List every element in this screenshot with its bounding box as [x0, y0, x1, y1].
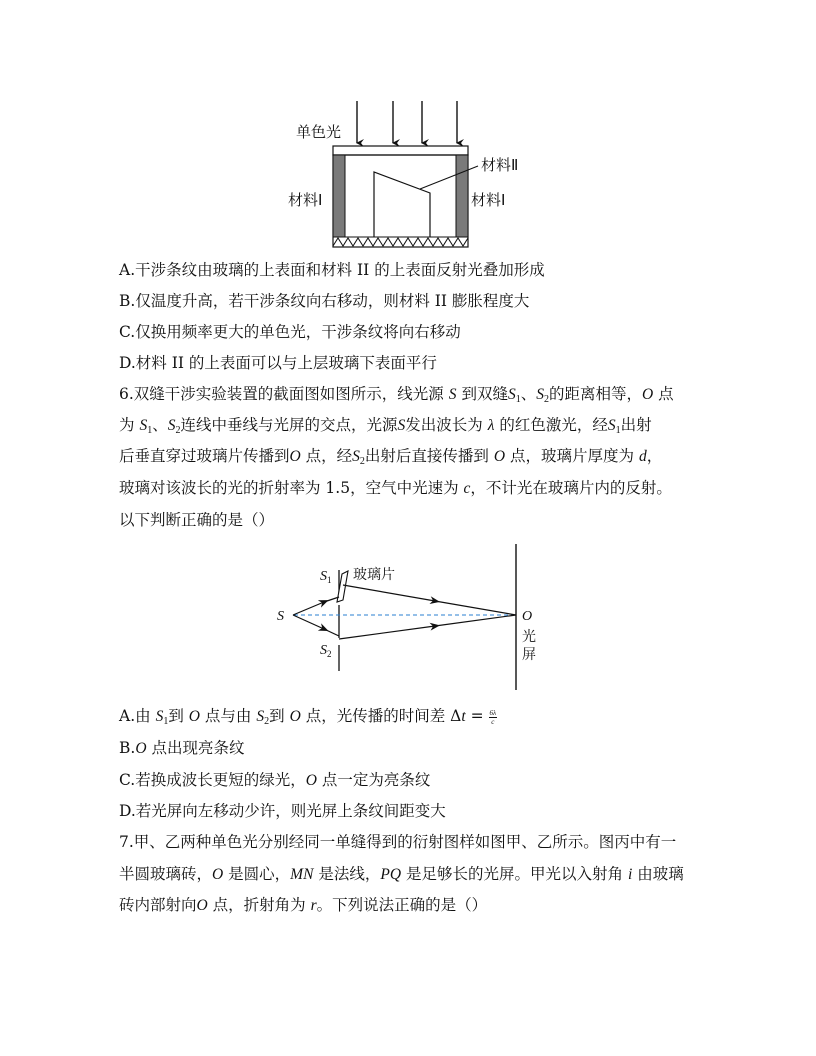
- q5-option-a: A.干涉条纹由玻璃的上表面和材料 II 的上表面反射光叠加形成: [119, 261, 545, 279]
- q6-option-d: D.若光屏向左移动少许，则光屏上条纹间距变大: [119, 802, 446, 820]
- screen-label-2: 屏: [522, 647, 536, 663]
- q6-stem-line-4: 玻璃对该波长的光的折射率为 1.5，空气中光速为 c，不计光在玻璃片内的反射。: [119, 479, 672, 497]
- q5-option-b: B.仅温度升高，若干涉条纹向右移动，则材料 II 膨胀程度大: [119, 292, 530, 310]
- material-1-left-label: 材料Ⅰ: [288, 191, 323, 209]
- source-s-label: S: [277, 609, 284, 624]
- q7-stem-line-1: 7.甲、乙两种单色光分别经同一单缝得到的衍射图样如图甲、乙所示。图丙中有一: [119, 833, 677, 851]
- q6-stem-line-1: 6.双缝干涉实验装置的截面图如图所示，线光源 S 到双缝$S_1$、$S_2$的距离相等，O 点: [119, 385, 674, 405]
- q6-stem-line-2: 为 $S_1$、$S_2$连线中垂线与光屏的交点，光源S发出波长为 λ 的红色激光，经$S_1$出射: [119, 416, 652, 436]
- top-glass-plate: [333, 146, 468, 155]
- q7-stem-line-2: 半圆玻璃砖，O 是圆心，MN 是法线，PQ 是足够长的光屏。甲光以入射角 i 由玻璃: [119, 865, 684, 883]
- q6-option-a: A.由 $S_1$到 O 点与由 $S_2$到 O 点，光传播的时间差 Δt = $\frac{6\lambda}{c}$: [119, 707, 497, 727]
- time-difference-fraction: $\frac{6\lambda}{c}$: [489, 708, 497, 726]
- q6-option-c: C.若换成波长更短的绿光，O 点一定为亮条纹: [119, 771, 431, 789]
- q5-option-d: D.材料 II 的上表面可以与上层玻璃下表面平行: [119, 354, 437, 372]
- thin-film-apparatus-figure: [0, 0, 816, 260]
- double-slit-figure: [0, 540, 816, 700]
- monochromatic-light-label: 单色光: [296, 123, 342, 141]
- point-o-label: O: [522, 609, 533, 624]
- q6-stem-line-3: 后垂直穿过玻璃片传播到O 点，经$S_2$出射后直接传播到 O 点，玻璃片厚度为 d，: [119, 447, 663, 467]
- bottom-glass-hatching: [333, 238, 468, 246]
- material-1-right-block: [456, 155, 468, 237]
- q6-option-b: B.O 点出现亮条纹: [119, 739, 245, 757]
- material-2-label: 材料Ⅱ: [481, 156, 519, 174]
- glass-plate-label: 玻璃片: [353, 567, 395, 583]
- slit-s1-label: $S_1$: [320, 569, 332, 585]
- apparatus-outline: [333, 155, 468, 247]
- light-rays: [293, 585, 516, 639]
- material-2-leader-line: [420, 166, 478, 189]
- q7-stem-line-3: 砖内部射向O 点，折射角为 r。下列说法正确的是（）: [119, 896, 488, 914]
- material-1-right-label: 材料Ⅰ: [471, 191, 506, 209]
- screen-label-1: 光: [522, 629, 536, 645]
- q5-option-c: C.仅换用频率更大的单色光，干涉条纹将向右移动: [119, 323, 461, 341]
- slit-s2-label: $S_2$: [320, 643, 332, 659]
- material-1-left-block: [333, 155, 345, 237]
- incident-light-arrows: [357, 101, 457, 143]
- q6-stem-line-5: 以下判断正确的是（）: [119, 511, 275, 529]
- material-2-wedge: [374, 172, 430, 237]
